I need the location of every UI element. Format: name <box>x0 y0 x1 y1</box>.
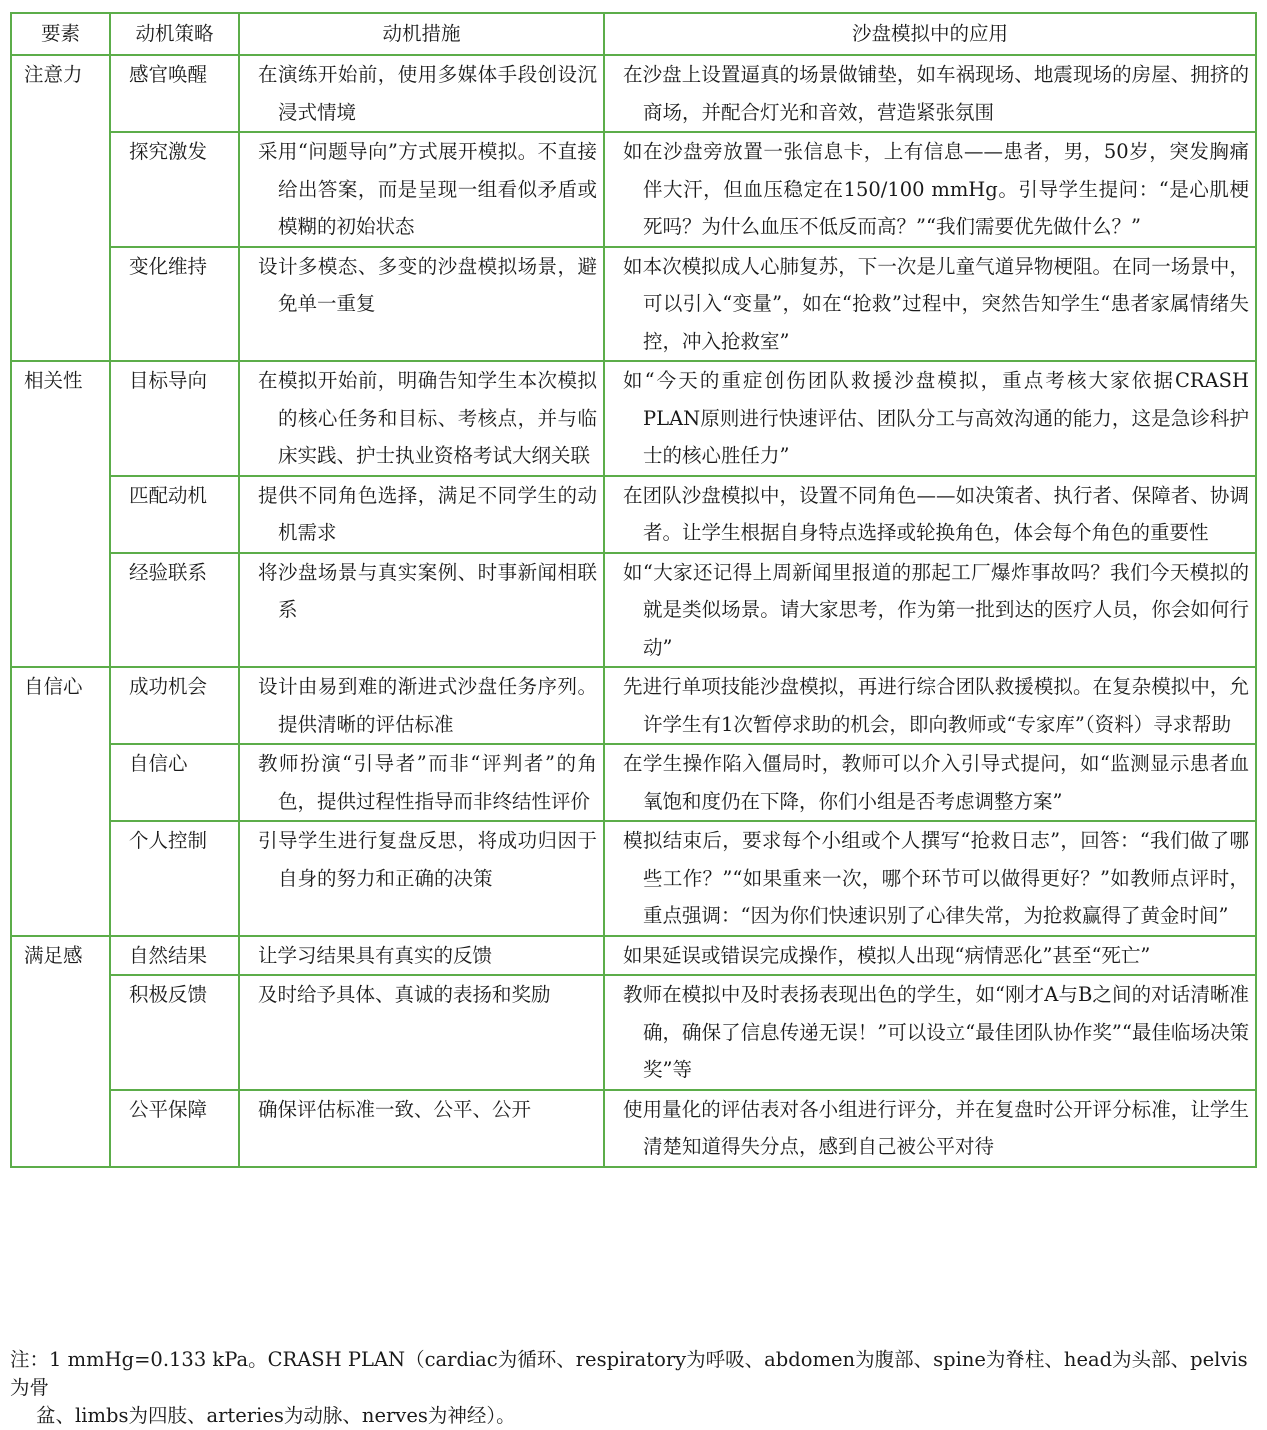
strategy-cell-text: 变化维持 <box>129 254 208 278</box>
strategy-cell <box>110 247 239 362</box>
measure-cell-text: 将沙盘场景与真实案例、时事新闻相联系 <box>258 560 597 621</box>
measure-cell <box>239 132 604 247</box>
application-cell <box>604 361 1256 476</box>
strategy-cell <box>110 361 239 476</box>
strategy-cell <box>110 132 239 247</box>
strategy-cell-text: 个人控制 <box>129 829 208 852</box>
measure-cell <box>239 744 604 821</box>
table-row <box>11 975 1256 1090</box>
strategy-cell-text: 自信心 <box>129 752 188 775</box>
table-row <box>11 132 1256 247</box>
measure-cell <box>239 55 604 132</box>
table-row <box>11 55 1256 132</box>
element-cell: 自信心 <box>11 667 110 936</box>
table-header-row <box>11 13 1256 55</box>
table-row <box>11 667 1256 744</box>
measure-cell-text: 在演练开始前，使用多媒体手段创设沉浸式情境 <box>258 63 597 124</box>
strategy-cell-text: 积极反馈 <box>129 983 208 1006</box>
measure-cell <box>239 553 604 668</box>
table-row <box>11 247 1256 362</box>
measure-cell <box>239 667 604 744</box>
application-cell <box>604 821 1256 936</box>
element-cell: 注意力 <box>11 55 110 361</box>
strategy-cell-text: 自然结果 <box>129 943 208 967</box>
table-row <box>11 476 1256 553</box>
strategy-cell-text: 公平保障 <box>129 1097 208 1121</box>
footnote-line-2: 盆、limbs为四肢、arteries为动脉、nerves为神经）。 <box>36 1404 516 1427</box>
measure-cell <box>239 361 604 476</box>
application-cell <box>604 55 1256 132</box>
element-cell: 满足感 <box>11 936 110 1167</box>
strategy-cell-text: 匹配动机 <box>129 483 208 507</box>
measure-cell-text: 采用“问题导向”方式展开模拟。不直接给出答案，而是呈现一组看似矛盾或模糊的初始状态 <box>258 140 597 238</box>
application-cell-text: 如本次模拟成人心肺复苏，下一次是儿童气道异物梗阻。在同一场景中，可以引入“变量”，如在“抢救”过程中，突然告知学生“患者家属情绪失控，冲入抢救室” <box>623 254 1249 353</box>
strategy-cell <box>110 975 239 1090</box>
table-row <box>11 361 1256 476</box>
application-cell-text: 使用量化的评估表对各小组进行评分，并在复盘时公开评分标准，让学生清楚知道得失分点，感到自己被公平对待 <box>623 1097 1249 1158</box>
application-cell-text: 先进行单项技能沙盘模拟，再进行综合团队救援模拟。在复杂模拟中，允许学生有1次暂停求助的机会，即向教师或“专家库”（资料）寻求帮助 <box>623 675 1249 736</box>
application-cell-text: 在学生操作陷入僵局时，教师可以介入引导式提问，如“监测显示患者血氧饱和度仍在下降，你们小组是否考虑调整方案” <box>623 752 1249 813</box>
measure-cell-text: 确保评估标准一致、公平、公开 <box>258 1097 532 1121</box>
table-row <box>11 936 1256 976</box>
table-body <box>11 55 1256 1167</box>
header-application: 沙盘模拟中的应用 <box>604 13 1256 55</box>
measure-cell <box>239 247 604 362</box>
application-cell-text: 教师在模拟中及时表扬表现出色的学生，如“刚才A与B之间的对话清晰准确，确保了信息传递无误！”可以设立“最佳团队协作奖”“最佳临场决策奖”等 <box>623 983 1249 1081</box>
measure-cell-text: 及时给予具体、真诚的表扬和奖励 <box>258 983 551 1006</box>
strategy-cell <box>110 936 239 976</box>
table-row <box>11 744 1256 821</box>
strategy-cell-text: 目标导向 <box>129 369 208 392</box>
application-cell <box>604 744 1256 821</box>
application-cell <box>604 247 1256 362</box>
measure-cell <box>239 936 604 976</box>
strategy-cell-text: 经验联系 <box>129 560 208 584</box>
measure-cell <box>239 1090 604 1167</box>
table-row <box>11 553 1256 668</box>
application-cell-text: 在团队沙盘模拟中，设置不同角色——如决策者、执行者、保障者、协调者。让学生根据自身特点选择或轮换角色，体会每个角色的重要性 <box>623 483 1249 544</box>
application-cell <box>604 476 1256 553</box>
table-row <box>11 1090 1256 1167</box>
measure-cell-text: 提供不同角色选择，满足不同学生的动机需求 <box>258 483 597 544</box>
application-cell <box>604 667 1256 744</box>
strategy-cell-text: 感官唤醒 <box>129 63 208 86</box>
measure-cell-text: 引导学生进行复盘反思，将成功归因于自身的努力和正确的决策 <box>258 829 597 890</box>
strategy-cell-text: 成功机会 <box>129 675 208 698</box>
measure-cell-text: 教师扮演“引导者”而非“评判者”的角色，提供过程性指导而非终结性评价 <box>258 752 597 813</box>
application-cell <box>604 553 1256 668</box>
application-cell <box>604 975 1256 1090</box>
application-cell <box>604 936 1256 976</box>
strategy-cell <box>110 476 239 553</box>
strategy-cell <box>110 744 239 821</box>
measure-cell <box>239 821 604 936</box>
application-cell <box>604 132 1256 247</box>
measure-cell-text: 设计由易到难的渐进式沙盘任务序列。提供清晰的评估标准 <box>258 675 597 736</box>
header-element: 要素 <box>11 13 110 55</box>
application-cell-text: 如果延误或错误完成操作，模拟人出现“病情恶化”甚至“死亡” <box>623 943 1151 967</box>
measure-cell-text: 在模拟开始前，明确告知学生本次模拟的核心任务和目标、考核点，并与临床实践、护士执业资格考试大纲关联 <box>258 369 597 467</box>
measure-cell <box>239 476 604 553</box>
application-cell-text: 如“今天的重症创伤团队救援沙盘模拟，重点考核大家依据CRASH PLAN原则进行快速评估、团队分工与高效沟通的能力，这是急诊科护士的核心胜任力” <box>623 369 1249 467</box>
header-strategy: 动机策略 <box>110 13 239 55</box>
strategy-cell <box>110 821 239 936</box>
table-footnote <box>10 1346 1258 1430</box>
measure-cell-text: 设计多模态、多变的沙盘模拟场景，避免单一重复 <box>258 254 597 315</box>
application-cell <box>604 1090 1256 1167</box>
application-cell-text: 如在沙盘旁放置一张信息卡，上有信息——患者，男，50岁，突发胸痛伴大汗，但血压稳定在150/100 mmHg。引导学生提问：“是心肌梗死吗？为什么血压不低反而高？”“我们需要优先做什么？” <box>623 140 1249 238</box>
table-row <box>11 821 1256 936</box>
measure-cell-text: 让学习结果具有真实的反馈 <box>258 943 493 967</box>
motivation-strategy-table <box>10 12 1257 1168</box>
strategy-cell <box>110 55 239 132</box>
footnote-line-1: 注：1 mmHg=0.133 kPa。CRASH PLAN（cardiac为循环、respiratory为呼吸、abdomen为腹部、spine为脊柱、head为头部、pelvis为骨 <box>10 1348 1248 1399</box>
header-measure: 动机措施 <box>239 13 604 55</box>
strategy-cell-text: 探究激发 <box>129 140 208 163</box>
application-cell-text: 如“大家还记得上周新闻里报道的那起工厂爆炸事故吗？我们今天模拟的就是类似场景。请大家思考，作为第一批到达的医疗人员，你会如何行动” <box>623 560 1249 659</box>
strategy-cell <box>110 553 239 668</box>
strategy-cell <box>110 667 239 744</box>
application-cell-text: 模拟结束后，要求每个小组或个人撰写“抢救日志”，回答：“我们做了哪些工作？”“如果重来一次，哪个环节可以做得更好？”如教师点评时，重点强调：“因为你们快速识别了心律失常，为抢救赢得了黄金时间” <box>623 829 1249 927</box>
strategy-cell <box>110 1090 239 1167</box>
measure-cell <box>239 975 604 1090</box>
application-cell-text: 在沙盘上设置逼真的场景做铺垫，如车祸现场、地震现场的房屋、拥挤的商场，并配合灯光和音效，营造紧张氛围 <box>623 63 1249 124</box>
element-cell: 相关性 <box>11 361 110 667</box>
